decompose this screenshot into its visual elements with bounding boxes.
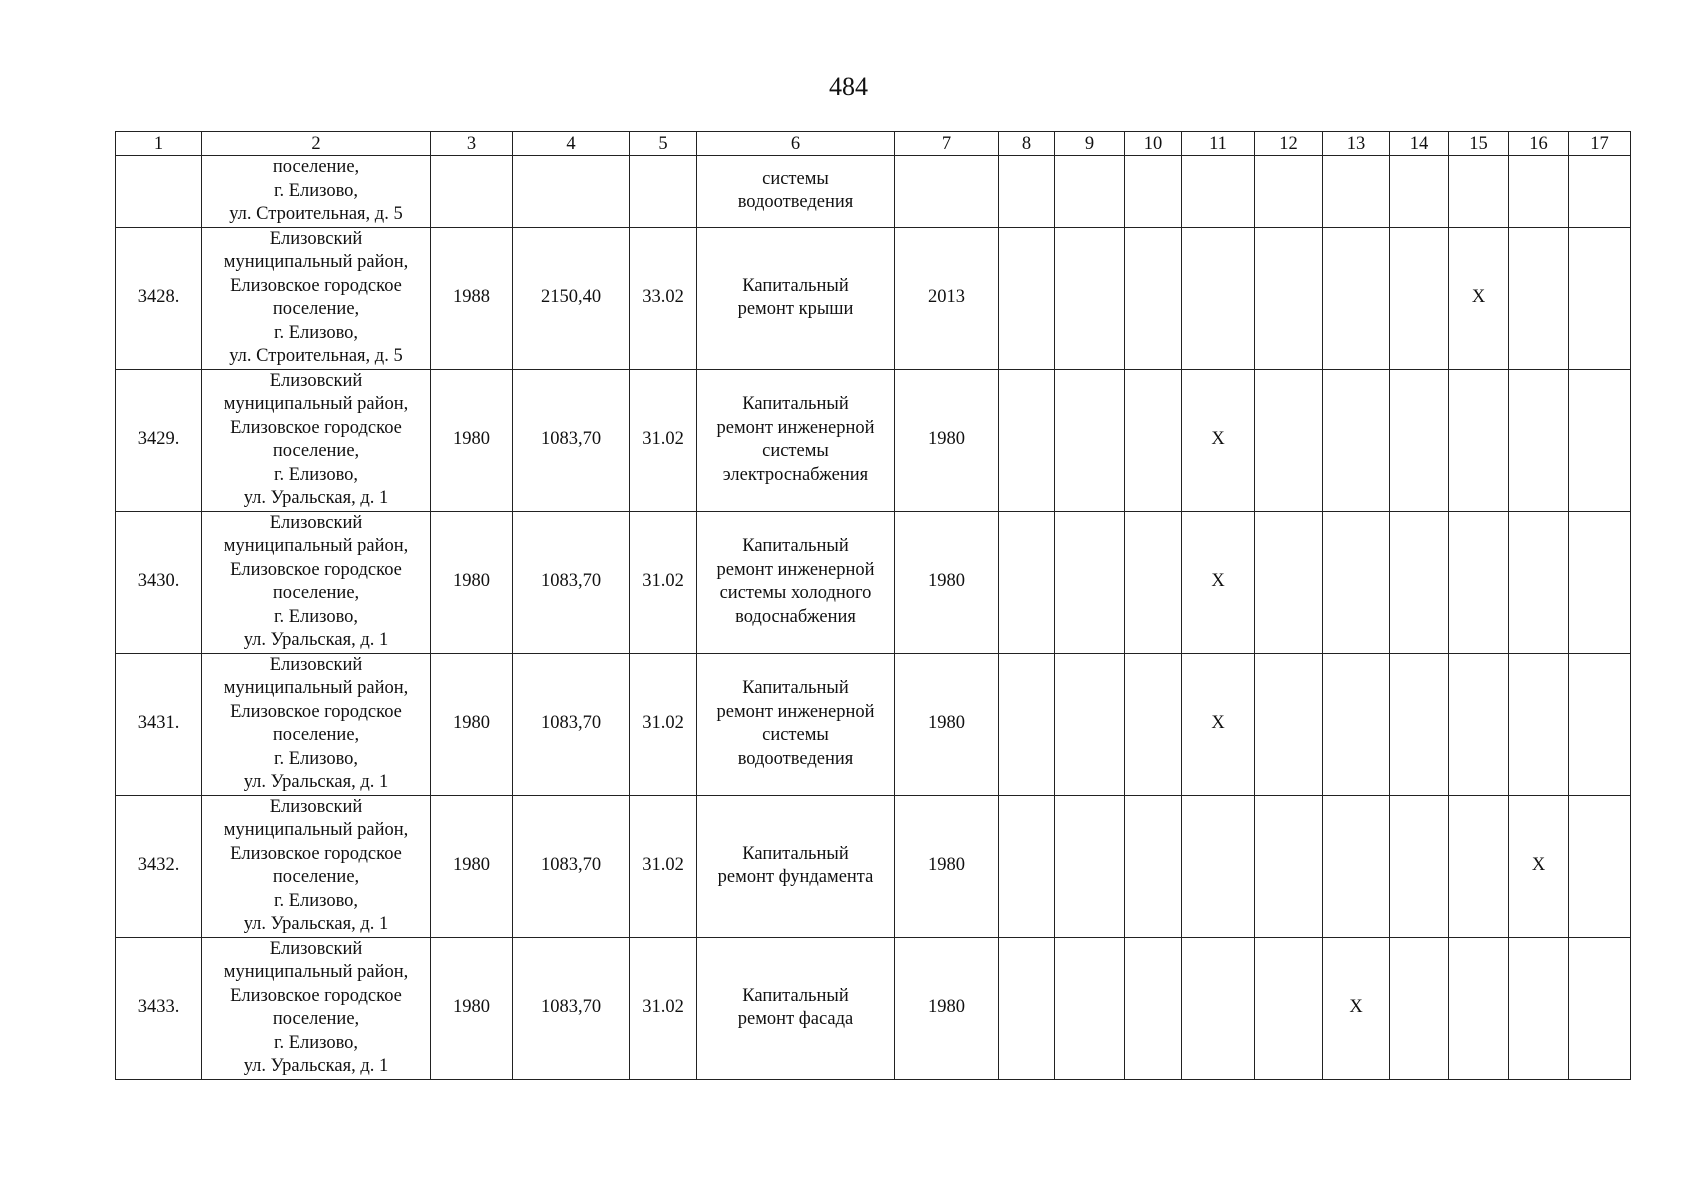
mark-cell: X [1182,369,1255,511]
work-line: ремонт инженерной [716,417,875,438]
work-line: системы [762,725,829,745]
mark-cell [1055,511,1125,653]
mark-cell [1055,227,1125,369]
mark-cell [1509,937,1569,1079]
mark-cell [999,653,1055,795]
address-line: муниципальный район, [223,820,409,840]
mark-cell [1390,369,1449,511]
address-line: г. Елизово, [273,1032,359,1053]
table-rows [116,227,1631,1079]
mark-cell [1323,227,1390,369]
mark-cell [1569,511,1631,653]
address-line: Елизовское городское [230,275,402,296]
table-row [116,227,1631,369]
address-line: г. Елизово, [273,748,359,769]
code-cell: 31.02 [630,795,697,937]
mark-cell [1449,511,1509,653]
work-line: Капитальный [742,275,849,296]
code-cell: 31.02 [630,369,697,511]
mark-cell [1055,156,1125,228]
mark-cell [1055,369,1125,511]
work-line: Капитальный [742,843,849,864]
code-cell: 33.02 [630,227,697,369]
address-line: ул. Уральская, д. 1 [243,914,389,934]
year-built-cell: 1980 [431,795,513,937]
mark-cell [1182,937,1255,1079]
mark-cell [1390,653,1449,795]
work-type-cell [697,369,895,511]
mark-cell [1125,156,1182,228]
mark-cell [1323,156,1390,228]
mark-cell: X [1509,795,1569,937]
year-cell: 1980 [895,511,999,653]
mark-cell [1569,937,1631,1079]
column-header: 2 [202,132,431,156]
year-built-cell: 1980 [431,511,513,653]
address-line: муниципальный район, [223,678,409,698]
column-header: 13 [1323,132,1390,156]
address-line: г. Елизово, [273,322,359,343]
address-line: ул. Уральская, д. 1 [243,488,389,508]
year-cell [895,156,999,228]
address-line: Елизовское городское [230,701,402,722]
address-line: муниципальный район, [223,252,409,272]
address-line: поселение, [272,157,360,177]
row-number-cell: 3428. [116,227,202,369]
mark-cell [1255,653,1323,795]
work-type-cell [697,156,895,228]
address-cell [202,511,431,653]
mark-cell [1125,653,1182,795]
mark-cell [1055,937,1125,1079]
column-number-row [116,132,1631,156]
mark-cell [1449,937,1509,1079]
mark-cell [1255,795,1323,937]
address-cell [202,227,431,369]
work-type-cell [697,227,895,369]
area-cell: 1083,70 [513,653,630,795]
work-line: ремонт крыши [737,299,854,319]
mark-cell [1509,156,1569,228]
mark-cell: X [1323,937,1390,1079]
column-header: 9 [1055,132,1125,156]
work-line: Капитальный [742,394,849,414]
mark-cell [1449,795,1509,937]
work-line: системы [762,441,829,461]
row-number-cell: 3431. [116,653,202,795]
mark-cell [1255,511,1323,653]
row-number-cell: 3433. [116,937,202,1079]
address-line: ул. Строительная, д. 5 [229,346,403,366]
year-cell: 1980 [895,369,999,511]
work-line: электроснабжения [722,464,869,485]
mark-cell [1255,369,1323,511]
address-cell [202,156,431,228]
work-type-cell [697,937,895,1079]
area-cell: 1083,70 [513,511,630,653]
address-line: г. Елизово, [273,606,359,627]
column-header: 6 [697,132,895,156]
work-line: водоотведения [737,748,854,769]
mark-cell [1509,653,1569,795]
mark-cell [1509,369,1569,511]
work-line: водоотведения [737,192,854,213]
address-line: поселение, [272,583,360,603]
address-line: г. Елизово, [273,180,359,201]
mark-cell [1390,795,1449,937]
address-line: Елизовский [269,512,363,533]
column-header: 16 [1509,132,1569,156]
mark-cell [1569,653,1631,795]
area-cell [513,156,630,228]
work-line: Капитальный [742,985,849,1006]
mark-cell [1509,227,1569,369]
work-line: ремонт инженерной [716,559,875,580]
mark-cell [999,156,1055,228]
year-built-cell [431,156,513,228]
year-cell: 1980 [895,653,999,795]
mark-cell [1390,227,1449,369]
mark-cell [1125,937,1182,1079]
address-line: Елизовский [269,796,363,817]
address-line: поселение, [272,441,360,461]
address-line: Елизовское городское [230,843,402,864]
address-cell [202,369,431,511]
mark-cell [1509,511,1569,653]
address-line: Елизовский [269,228,363,249]
area-cell: 1083,70 [513,937,630,1079]
address-line: Елизовское городское [230,985,402,1006]
table-row [116,369,1631,511]
column-header: 14 [1390,132,1449,156]
code-cell: 31.02 [630,653,697,795]
area-cell: 2150,40 [513,227,630,369]
page-number: 484 [829,72,868,101]
mark-cell [1125,511,1182,653]
mark-cell [1390,156,1449,228]
mark-cell [1255,156,1323,228]
mark-cell: X [1182,511,1255,653]
mark-cell [1449,653,1509,795]
mark-cell [999,937,1055,1079]
column-header: 17 [1569,132,1631,156]
mark-cell [1323,795,1390,937]
table-row [116,795,1631,937]
column-header: 7 [895,132,999,156]
year-built-cell: 1980 [431,653,513,795]
address-line: Елизовский [269,938,363,959]
year-cell: 1980 [895,937,999,1079]
column-header: 3 [431,132,513,156]
mark-cell [1182,795,1255,937]
address-cell [202,653,431,795]
code-cell: 31.02 [630,937,697,1079]
row-number-cell: 3430. [116,511,202,653]
mark-cell [1125,227,1182,369]
work-type-cell [697,795,895,937]
mark-cell [999,369,1055,511]
address-line: Елизовский [269,370,363,391]
year-built-cell: 1988 [431,227,513,369]
mark-cell [999,511,1055,653]
mark-cell [1390,511,1449,653]
row-number-cell [116,156,202,228]
mark-cell [1390,937,1449,1079]
mark-cell [1055,795,1125,937]
table-row [116,511,1631,653]
capital-repair-table [115,131,1631,1080]
address-line: муниципальный район, [223,536,409,556]
address-line: ул. Уральская, д. 1 [243,630,389,650]
mark-cell [1449,156,1509,228]
address-line: г. Елизово, [273,890,359,911]
table-row [116,937,1631,1079]
work-line: Капитальный [742,536,849,556]
mark-cell [1255,937,1323,1079]
mark-cell [1125,369,1182,511]
code-cell: 31.02 [630,511,697,653]
address-line: поселение, [272,299,360,319]
address-cell [202,795,431,937]
address-line: ул. Уральская, д. 1 [243,772,389,792]
mark-cell [1569,227,1631,369]
table-row [116,653,1631,795]
address-line: поселение, [272,1009,360,1029]
work-line: Капитальный [742,678,849,698]
address-line: Елизовское городское [230,559,402,580]
column-header: 11 [1182,132,1255,156]
continued-row [116,156,1631,228]
mark-cell: X [1182,653,1255,795]
work-line: ремонт фундамента [717,867,874,887]
code-cell [630,156,697,228]
work-line: ремонт фасада [737,1009,854,1029]
column-header: 12 [1255,132,1323,156]
mark-cell [1449,369,1509,511]
column-header: 4 [513,132,630,156]
row-number-cell: 3429. [116,369,202,511]
address-line: Елизовское городское [230,417,402,438]
mark-cell [1569,369,1631,511]
column-header: 5 [630,132,697,156]
mark-cell [1055,653,1125,795]
address-line: ул. Строительная, д. 5 [229,204,403,224]
mark-cell [1323,511,1390,653]
mark-cell: X [1449,227,1509,369]
column-header: 1 [116,132,202,156]
address-line: муниципальный район, [223,394,409,414]
address-line: поселение, [272,867,360,887]
mark-cell [1255,227,1323,369]
mark-cell [1323,653,1390,795]
column-header: 15 [1449,132,1509,156]
area-cell: 1083,70 [513,369,630,511]
mark-cell [1569,795,1631,937]
work-type-cell [697,653,895,795]
work-line: ремонт инженерной [716,701,875,722]
work-line: водоснабжения [735,606,856,627]
mark-cell [1182,227,1255,369]
address-line: муниципальный район, [223,962,409,982]
mark-cell [1182,156,1255,228]
address-line: поселение, [272,725,360,745]
mark-cell [1125,795,1182,937]
area-cell: 1083,70 [513,795,630,937]
address-line: г. Елизово, [273,464,359,485]
year-built-cell: 1980 [431,369,513,511]
mark-cell [999,795,1055,937]
year-cell: 2013 [895,227,999,369]
column-header: 8 [999,132,1055,156]
address-line: Елизовский [269,654,363,675]
mark-cell [999,227,1055,369]
year-cell: 1980 [895,795,999,937]
work-line: системы холодного [719,583,872,603]
address-cell [202,937,431,1079]
mark-cell [1569,156,1631,228]
address-line: ул. Уральская, д. 1 [243,1056,389,1076]
mark-cell [1323,369,1390,511]
row-number-cell: 3432. [116,795,202,937]
year-built-cell: 1980 [431,937,513,1079]
work-line: системы [762,168,829,189]
work-type-cell [697,511,895,653]
column-header: 10 [1125,132,1182,156]
